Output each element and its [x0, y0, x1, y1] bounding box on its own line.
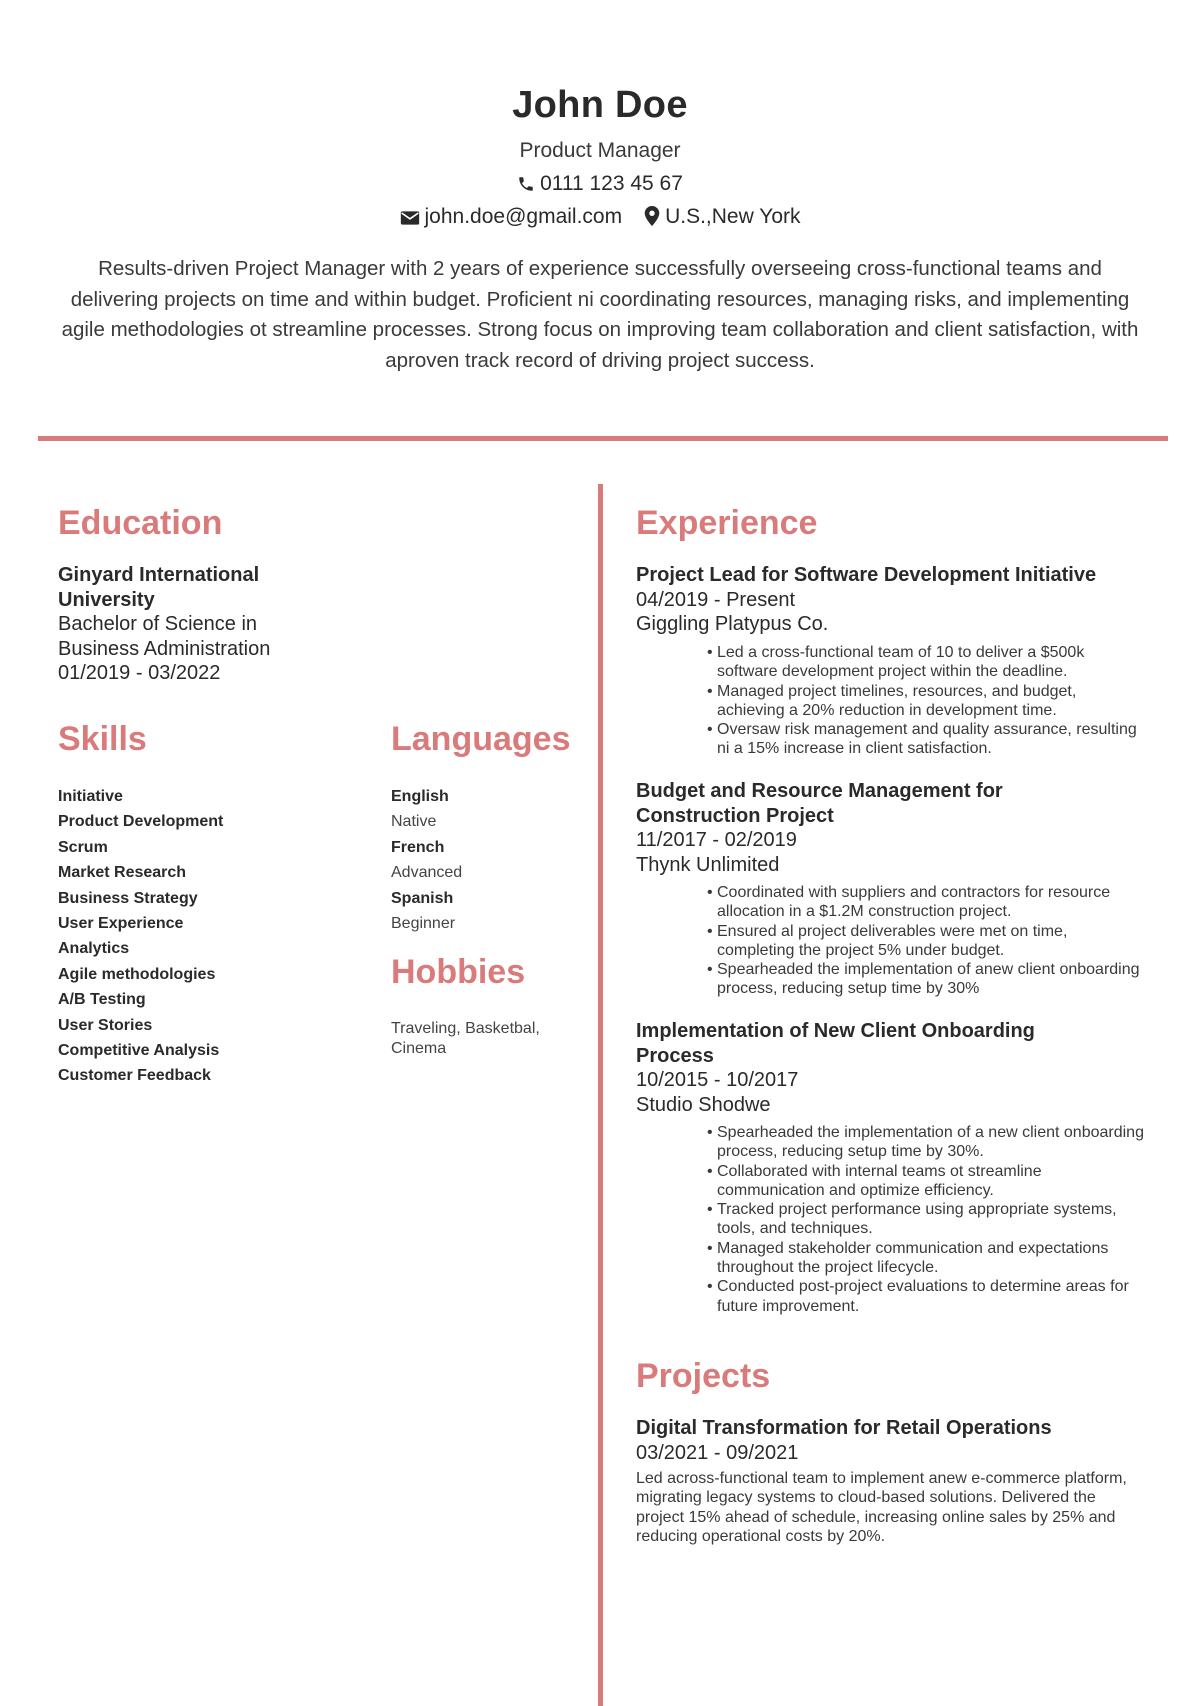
job-title-subtitle: Product Manager — [519, 139, 681, 162]
skill-item: Competitive Analysis — [58, 1042, 220, 1060]
header-divider — [38, 436, 1168, 441]
email-address[interactable]: john.doe@gmail.com — [424, 205, 623, 228]
skill-item: Business Strategy — [58, 889, 198, 907]
skill-item: Product Development — [58, 813, 224, 831]
skill-item: User Stories — [58, 1016, 153, 1034]
job-bullet: • Ensured al project deliverables were met on time, completing the project 5% under budget. — [707, 922, 1068, 959]
envelope-icon — [400, 208, 420, 232]
experience-entry — [636, 779, 1106, 877]
job-dates: 11/2017 - 02/2019 — [636, 829, 797, 851]
job-bullet: • Managed stakeholder communication and expectations throughout the project lifecycle. — [707, 1239, 1109, 1277]
experience-entry — [636, 1019, 1106, 1117]
language-level: Advanced — [391, 864, 463, 882]
resume-name: John Doe — [512, 84, 688, 126]
job-bullets — [707, 643, 1147, 759]
job-title: Implementation of New Client Onboarding Process — [636, 1020, 1035, 1067]
phone-number[interactable]: 0111 123 45 67 — [540, 172, 683, 195]
skill-item: Customer Feedback — [58, 1067, 211, 1085]
education-dates: 01/2019 - 03/2022 — [58, 662, 221, 684]
job-bullet: • Spearheaded the implementation of anew client onboarding process, reducing setup time by 30% — [707, 961, 1140, 998]
degree: Bachelor of Science in Business Administration — [58, 613, 271, 660]
project-dates: 03/2021 - 09/2021 — [636, 1441, 799, 1464]
skill-item: Analytics — [58, 940, 130, 958]
job-bullet: • Tracked project performance using appropriate systems, tools, and techniques. — [707, 1201, 1117, 1238]
language-name: English — [391, 788, 449, 805]
skill-item: Scrum — [58, 838, 108, 856]
skill-item: Market Research — [58, 864, 187, 882]
job-bullet: • Coordinated with suppliers and contractors for resource allocation in a $1.2M construction project. — [707, 884, 1111, 921]
languages-list — [391, 784, 591, 936]
hobbies-heading: Hobbies — [391, 953, 526, 991]
school-name: Ginyard International University — [58, 564, 260, 611]
language-name: French — [391, 838, 445, 856]
skill-item: A/B Testing — [58, 991, 146, 1009]
job-bullet: • Oversaw risk management and quality assurance, resulting ni a 15% increase in client satisfaction. — [707, 721, 1137, 758]
job-title: Project Lead for Software Development Initiative — [636, 564, 1097, 586]
contact-row — [0, 205, 1200, 232]
job-bullet: • Collaborated with internal teams ot streamline communication and optimize efficiency. — [707, 1162, 1042, 1199]
job-bullet: • Managed project timelines, resources, and budget, achieving a 20% reduction in development time. — [707, 682, 1077, 719]
phone-icon — [517, 175, 535, 199]
language-level: Beginner — [391, 915, 456, 933]
education-entry — [58, 563, 318, 686]
map-pin-icon — [644, 206, 660, 232]
column-divider — [598, 484, 603, 1706]
experience-heading: Experience — [636, 504, 818, 542]
location: U.S.,New York — [665, 205, 801, 228]
skill-item: User Experience — [58, 915, 184, 933]
languages-heading: Languages — [391, 720, 571, 758]
job-bullets — [707, 883, 1147, 999]
job-title: Budget and Resource Management for Construction Project — [636, 780, 1003, 827]
project-entry — [636, 1416, 1156, 1546]
job-dates: 10/2015 - 10/2017 — [636, 1069, 799, 1091]
job-dates: 04/2019 - Present — [636, 588, 795, 611]
job-bullets — [707, 1123, 1147, 1316]
education-heading: Education — [58, 504, 223, 542]
job-bullet: • Led a cross-functional team of 10 to deliver a $500k software development project within the deadline. — [707, 644, 1085, 681]
language-level: Native — [391, 813, 437, 831]
phone-row — [0, 172, 1200, 199]
skills-list — [58, 784, 338, 1089]
company-name: Studio Shodwe — [636, 1093, 771, 1116]
profile-summary: Results-driven Project Manager with 2 years of experience successfully overseeing cross-functional teams and delivering projects on time and within budget. Proficient ni coordinating resources, managing risks, and implementing agile methodologies ot streamline processes. Strong focus on improving team collaboration and client satisfaction, with aproven track record of driving project success. — [61, 257, 1139, 372]
skill-item: Agile methodologies — [58, 965, 216, 983]
experience-entry — [636, 563, 1176, 637]
hobbies-text: Traveling, Basketbal, Cinema — [391, 1020, 540, 1057]
language-name: Spanish — [391, 889, 454, 907]
projects-heading: Projects — [636, 1357, 771, 1395]
project-description: Led across-functional team to implement anew e-commerce platform, migrating legacy systems to cloud-based solutions. Delivered the project 15% ahead of schedule, increasing online sales by 25% and reducing operational costs by 20%. — [636, 1470, 1127, 1545]
job-bullet: • Conducted post-project evaluations to determine areas for future improvement. — [707, 1278, 1129, 1315]
company-name: Thynk Unlimited — [636, 853, 780, 876]
job-bullet: • Spearheaded the implementation of a new client onboarding process, reducing setup time by 30%. — [707, 1124, 1144, 1161]
company-name: Giggling Platypus Co. — [636, 613, 829, 635]
project-title: Digital Transformation for Retail Operations — [636, 1417, 1052, 1439]
skills-heading: Skills — [58, 720, 147, 758]
skill-item: Initiative — [58, 788, 123, 805]
